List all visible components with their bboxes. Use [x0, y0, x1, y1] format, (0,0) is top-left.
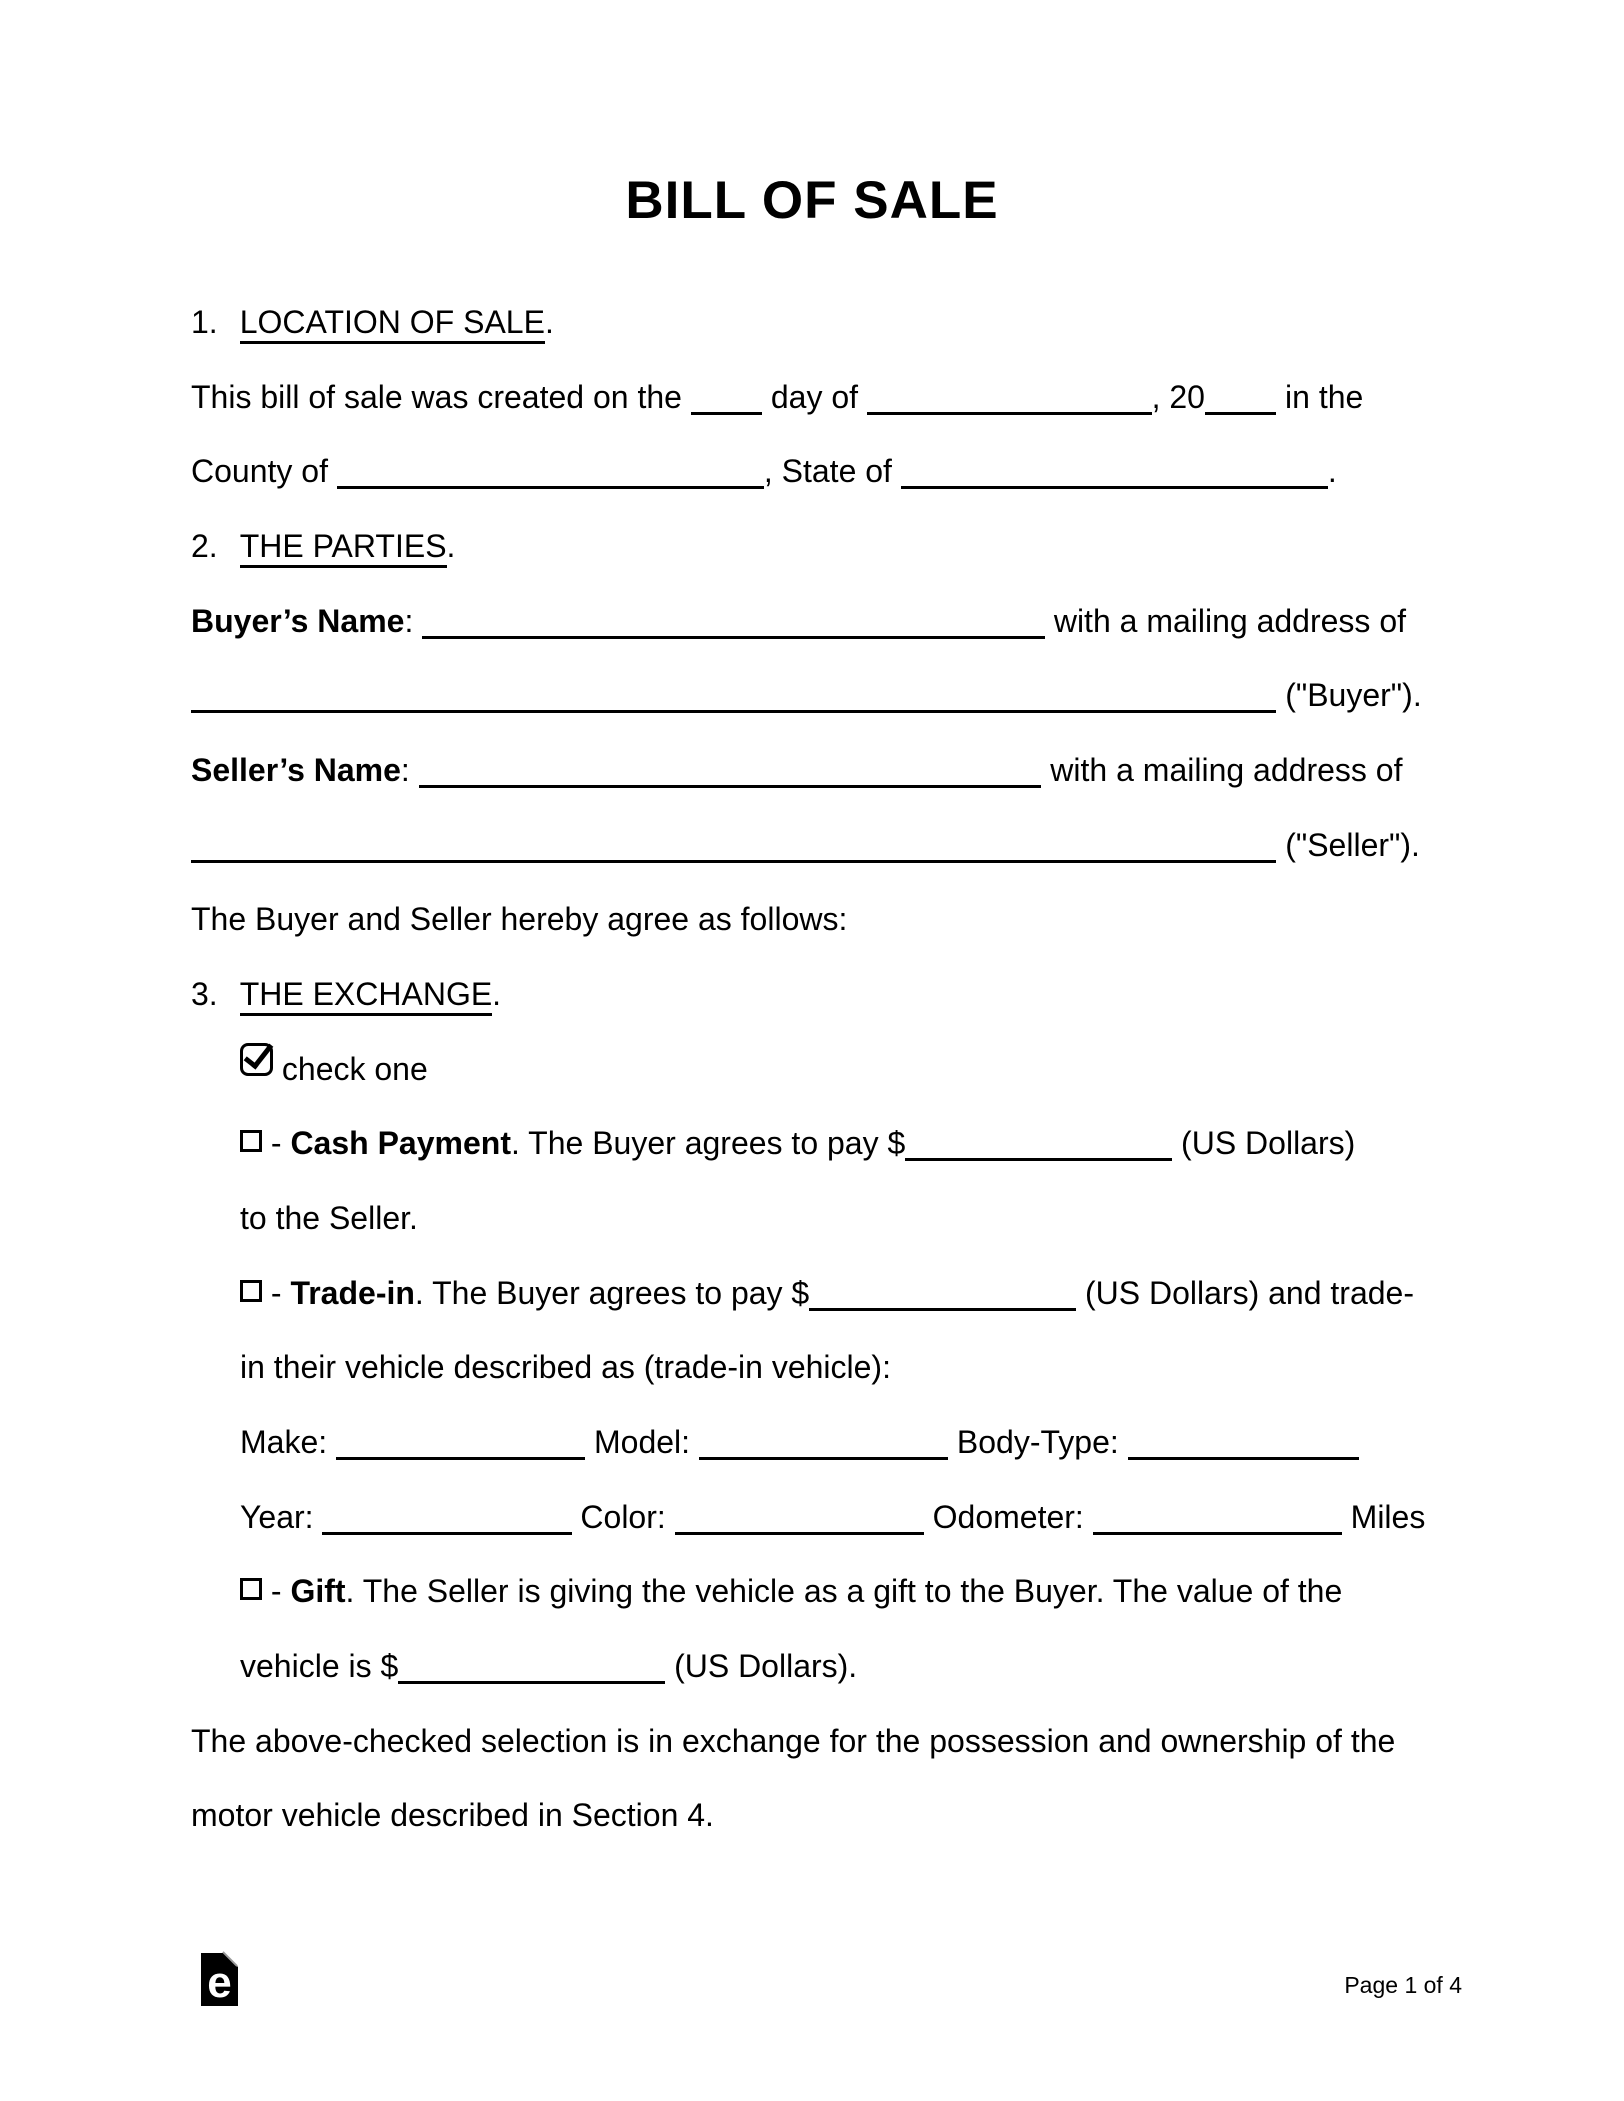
line-cash-payment: [240, 1106, 1355, 1181]
text-segment: . The Buyer agrees to pay $: [510, 1125, 906, 1162]
text-segment: ("Buyer").: [1276, 677, 1422, 714]
text-segment: 1.: [191, 304, 218, 340]
text-segment: Year:: [240, 1498, 323, 1535]
heading-text: LOCATION OF SALE: [240, 303, 545, 344]
text-segment: Gift: [290, 1573, 346, 1610]
text-segment: Model:: [585, 1423, 699, 1460]
check-one-checkbox[interactable]: [240, 1043, 273, 1076]
text-segment: (US Dollars).: [665, 1647, 858, 1684]
line-gift: [240, 1554, 1342, 1629]
text-segment: in the: [1276, 378, 1364, 415]
text-segment: .: [1327, 453, 1337, 490]
text-segment: Color:: [571, 1498, 675, 1535]
line-buyer-name: [191, 584, 1406, 659]
text-segment: .: [544, 304, 554, 340]
check-mark-icon: [244, 1037, 274, 1069]
text-segment: in their vehicle described as (trade-in vehicle):: [240, 1349, 891, 1386]
text-segment: (US Dollars) and trade-: [1076, 1274, 1414, 1311]
cash-amount-blank[interactable]: [905, 1158, 1172, 1161]
line-county-state: [191, 434, 1337, 509]
text-segment: , 20: [1151, 378, 1205, 415]
text-segment: motor vehicle described in Section 4.: [191, 1797, 714, 1834]
text-segment: Buyer’s Name: [191, 602, 405, 639]
body-type-blank[interactable]: [1128, 1457, 1359, 1460]
text-segment: .: [446, 527, 456, 564]
line-exchange-note-2: [191, 1778, 714, 1853]
line-created-date: [191, 360, 1363, 435]
text-segment: -: [262, 1573, 291, 1610]
text-segment: Cash Payment: [290, 1125, 511, 1162]
heading-the-parties: [191, 509, 455, 584]
text-segment: 2.: [191, 527, 218, 564]
text-segment: :: [400, 751, 419, 788]
buyer-name-blank[interactable]: [422, 636, 1045, 639]
odometer-blank[interactable]: [1093, 1532, 1342, 1535]
line-to-the-seller: [240, 1181, 418, 1256]
line-seller-name: [191, 733, 1402, 808]
buyer-address-blank[interactable]: [191, 710, 1276, 713]
line-make-model-bodytype: [240, 1405, 1359, 1480]
text-segment: vehicle is $: [240, 1647, 399, 1684]
gift-checkbox[interactable]: [240, 1578, 262, 1600]
text-segment: to the Seller.: [240, 1199, 418, 1236]
year-blank[interactable]: [1205, 412, 1276, 415]
text-segment: Make:: [240, 1423, 337, 1460]
eforms-logo-letter: e: [207, 1958, 232, 2007]
trade-amount-blank[interactable]: [809, 1308, 1076, 1311]
gift-value-blank[interactable]: [398, 1681, 665, 1684]
trade-in-checkbox[interactable]: [240, 1280, 262, 1302]
county-blank[interactable]: [337, 486, 764, 489]
text-segment: ("Seller").: [1276, 826, 1420, 863]
make-blank[interactable]: [336, 1457, 585, 1460]
text-segment: -: [262, 1125, 291, 1162]
line-gift-value: [240, 1629, 857, 1704]
text-segment: , State of: [763, 453, 901, 490]
text-segment: Trade-in: [290, 1274, 415, 1311]
text-segment: :: [404, 602, 423, 639]
text-segment: County of: [191, 453, 337, 490]
month-blank[interactable]: [867, 412, 1152, 415]
text-segment: check one: [273, 1050, 428, 1087]
page-number: Page 1 of 4: [1344, 1972, 1462, 1998]
text-segment: -: [262, 1274, 291, 1311]
text-segment: Miles: [1341, 1498, 1426, 1535]
heading-text: THE PARTIES: [240, 527, 447, 568]
line-exchange-note-1: [191, 1704, 1395, 1779]
text-segment: The above-checked selection is in exchange for the possession and ownership of the: [191, 1722, 1396, 1759]
text-segment: with a mailing address of: [1044, 602, 1406, 639]
line-buyer-address: [191, 658, 1422, 733]
line-agreement-intro: [191, 882, 847, 957]
eforms-logo: [201, 1953, 238, 2006]
line-trade-in: [240, 1256, 1414, 1331]
cash-payment-checkbox[interactable]: [240, 1130, 262, 1152]
line-check-one: [240, 1032, 428, 1107]
color-blank[interactable]: [675, 1532, 924, 1535]
heading-the-exchange: [191, 957, 501, 1032]
vehicle-year-blank[interactable]: [322, 1532, 571, 1535]
text-segment: Body-Type:: [948, 1423, 1128, 1460]
line-seller-address: [191, 808, 1420, 883]
seller-address-blank[interactable]: [191, 860, 1276, 863]
line-trade-in-vehicle: [240, 1330, 891, 1405]
text-segment: The Buyer and Seller hereby agree as follows:: [191, 901, 848, 938]
text-segment: Seller’s Name: [191, 751, 401, 788]
text-segment: with a mailing address of: [1041, 751, 1403, 788]
document-title: BILL OF SALE: [625, 171, 999, 230]
day-blank[interactable]: [691, 412, 762, 415]
text-segment: (US Dollars): [1172, 1125, 1356, 1162]
text-segment: This bill of sale was created on the: [191, 378, 691, 415]
line-year-color-odometer: [240, 1480, 1425, 1555]
seller-name-blank[interactable]: [419, 785, 1042, 788]
heading-text: THE EXCHANGE: [240, 975, 492, 1016]
model-blank[interactable]: [699, 1457, 948, 1460]
heading-location-of-sale: [191, 285, 554, 360]
text-segment: . The Seller is giving the vehicle as a gift to the Buyer. The value of the: [345, 1573, 1343, 1610]
text-segment: Odometer:: [923, 1498, 1093, 1535]
state-blank[interactable]: [901, 486, 1328, 489]
text-segment: 3.: [191, 975, 218, 1012]
text-segment: . The Buyer agrees to pay $: [414, 1274, 810, 1311]
text-segment: day of: [761, 378, 867, 415]
text-segment: .: [492, 975, 502, 1012]
